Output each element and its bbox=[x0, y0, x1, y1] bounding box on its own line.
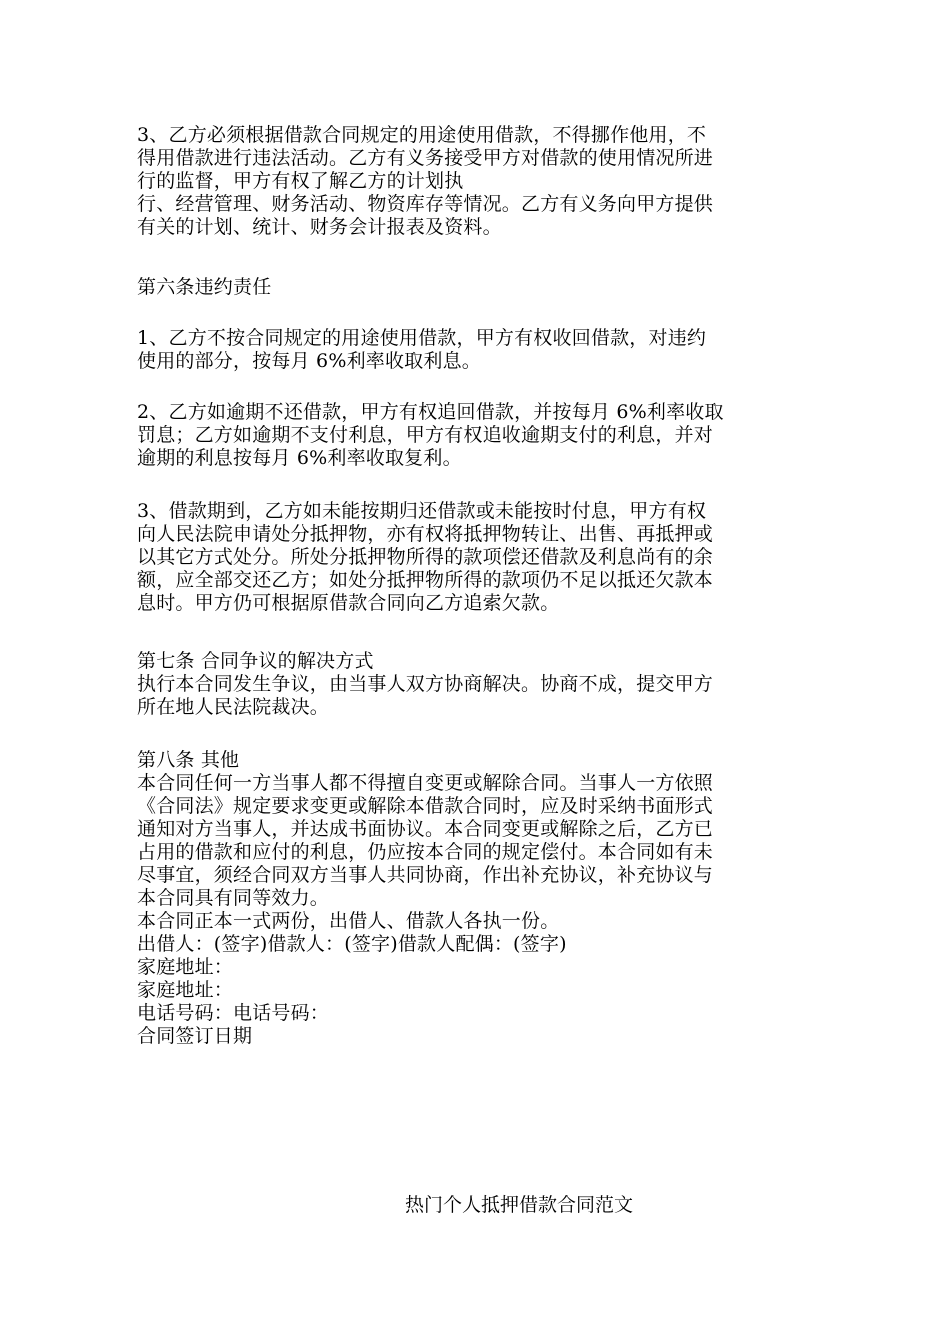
phone-line: 电话号码：电话号码： bbox=[137, 1002, 330, 1024]
paragraph-line: 有关的计划、统计、财务会计报表及资料。 bbox=[137, 216, 502, 238]
article-6-heading bbox=[137, 276, 817, 299]
paragraph-line: 通知对方当事人，并达成书面协议。本合同变更或解除之后，乙方已 bbox=[137, 818, 714, 840]
paragraph-line: 所在地人民法院裁决。 bbox=[137, 696, 330, 718]
footer-title: 热门个人抵押借款合同范文 bbox=[405, 1194, 634, 1216]
paragraph-line: 3、借款期到，乙方如未能按期归还借款或未能按时付息，甲方有权 bbox=[137, 500, 707, 522]
paragraph-line: 得用借款进行违法活动。乙方有义务接受甲方对借款的使用情况所进 bbox=[137, 147, 714, 169]
paragraph-line: 本合同具有同等效力。 bbox=[137, 887, 330, 909]
article-6-item-1 bbox=[137, 327, 817, 373]
article-6-item-2 bbox=[137, 401, 817, 470]
paragraph-line: 行的监督，甲方有权了解乙方的计划执 bbox=[137, 170, 464, 192]
paragraph-line: 占用的借款和应付的利息，仍应按本合同的规定偿付。本合同如有未 bbox=[137, 841, 714, 863]
address-line: 家庭地址： bbox=[137, 979, 234, 1001]
article-6-item-3 bbox=[137, 500, 817, 615]
date-line: 合同签订日期 bbox=[137, 1025, 253, 1047]
paragraph-line: 行、经营管理、财务活动、物资库存等情况。乙方有义务向甲方提供 bbox=[137, 193, 714, 215]
paragraph-line: 以其它方式处分。所处分抵押物所得的款项偿还借款及利息尚有的余 bbox=[137, 546, 714, 568]
section-heading: 第八条 其他 bbox=[137, 749, 240, 771]
article-7-section bbox=[137, 650, 817, 719]
signature-line: 出借人：(签字)借款人：(签字)借款人配偶：(签字) bbox=[137, 933, 567, 955]
section-heading: 第六条违约责任 bbox=[137, 276, 272, 298]
paragraph-line: 罚息；乙方如逾期不支付利息，甲方有权追收逾期支付的利息，并对 bbox=[137, 424, 714, 446]
paragraph-line: 3、乙方必须根据借款合同规定的用途使用借款，不得挪作他用，不 bbox=[137, 124, 707, 146]
paragraph-line: 向人民法院申请处分抵押物，亦有权将抵押物转让、出售、再抵押或 bbox=[137, 523, 714, 545]
paragraph-line: 逾期的利息按每月 6%利率收取复利。 bbox=[137, 447, 462, 469]
paragraph-line: 息时。甲方仍可根据原借款合同向乙方追索欠款。 bbox=[137, 592, 560, 614]
address-line: 家庭地址： bbox=[137, 956, 234, 978]
paragraph-line: 本合同正本一式两份，出借人、借款人各执一份。 bbox=[137, 910, 560, 932]
paragraph-line: 《合同法》规定要求变更或解除本借款合同时，应及时采纳书面形式 bbox=[137, 795, 714, 817]
section-heading: 第七条 合同争议的解决方式 bbox=[137, 650, 374, 672]
paragraph-line: 2、乙方如逾期不还借款，甲方有权追回借款，并按每月 6%利率收取 bbox=[137, 401, 724, 423]
paragraph-line: 使用的部分，按每月 6%利率收取利息。 bbox=[137, 350, 481, 372]
paragraph-line: 尽事宜，须经合同双方当事人共同协商，作出补充协议，补充协议与 bbox=[137, 864, 714, 886]
paragraph-line: 1、乙方不按合同规定的用途使用借款，甲方有权收回借款，对违约 bbox=[137, 327, 707, 349]
paragraph-line: 额，应全部交还乙方；如处分抵押物所得的款项仍不足以抵还欠款本 bbox=[137, 569, 714, 591]
article-8-section bbox=[137, 749, 817, 1048]
paragraph-line: 执行本合同发生争议，由当事人双方协商解决。协商不成，提交甲方 bbox=[137, 673, 714, 695]
paragraph-line: 本合同任何一方当事人都不得擅自变更或解除合同。当事人一方依照 bbox=[137, 772, 714, 794]
clause-3-paragraph bbox=[137, 124, 817, 239]
